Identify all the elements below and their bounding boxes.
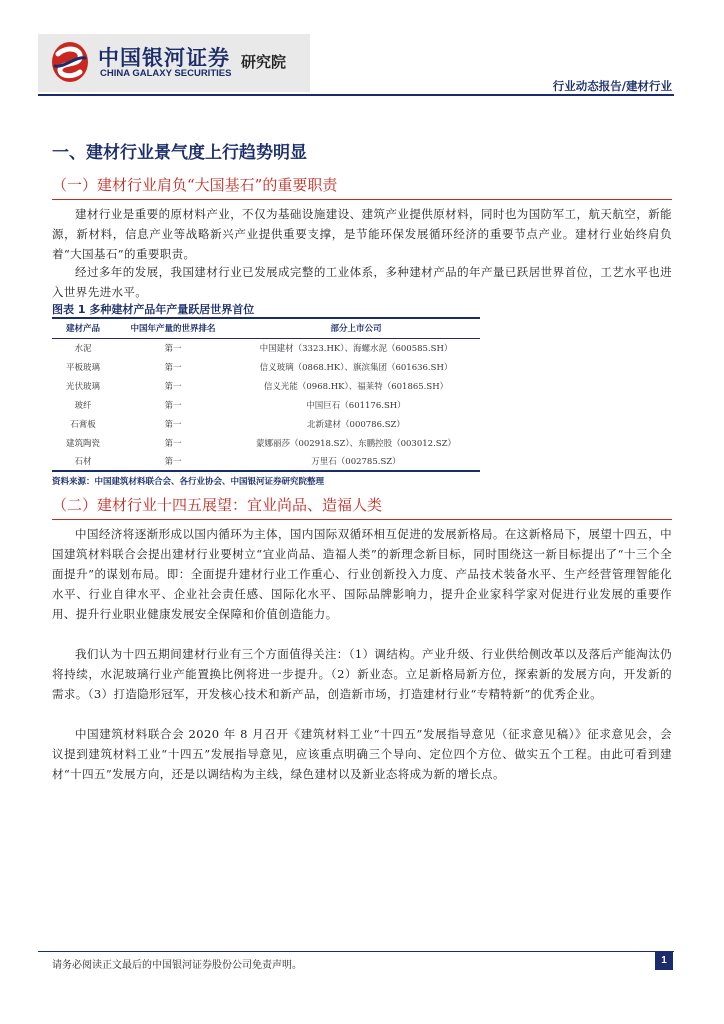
table-cell: 第一: [114, 452, 232, 471]
galaxy-logo-icon: [50, 40, 90, 84]
institute-label: 研究院: [241, 53, 287, 71]
figure-title: 图表 1 多种建材产品年产量跃居世界首位: [52, 303, 255, 316]
table-row: [52, 414, 480, 433]
table-cell: 中国巨石（601176.SH）: [306, 400, 406, 411]
table-row: [52, 376, 480, 395]
table-cell: 第一: [164, 381, 182, 392]
section-title: 一、建材行业景气度上行趋势明显: [52, 143, 307, 163]
column-header: 部分上市公司: [232, 318, 480, 338]
table-header-row: [52, 318, 480, 338]
table-cell: 第一: [164, 362, 182, 373]
figure-source-note: 资料来源：中国建筑材料联合会、各行业协会、中国银河证券研究院整理: [52, 477, 325, 487]
table-cell: 石膏板: [70, 419, 96, 430]
paragraph-1: 建材行业是重要的原材料产业，不仅为基础设施建设、建筑产业提供原材料，同时也为国防军工，航天航空，新能源，新材料，信息产业等战略新兴产业提供重要支撑，是节能环保发展循环经济的重要节点产业。建材行业始终肩负着“大国基石”的重要职责。: [52, 207, 672, 261]
report-type-label: 行业动态报告/建材行业: [552, 79, 672, 93]
table-cell: 第一: [164, 343, 182, 354]
table-cell: 水泥: [74, 343, 92, 354]
table-row: [52, 338, 480, 357]
paragraph-3: 中国经济将逐渐形成以国内循环为主体，国内国际双循环相互促进的发展新格局。在这新格局下，展望十四五，中国建筑材料联合会提出建材行业要树立“宜业尚品、造福人类”的新理念新目标，同时围绕这一新目标提出了“十三个全面提升”的谋划布局。即：全面提升建材行业工作重心、行业创新投入力度、产品技术装备水平、生产经营管理智能化水平、行业自律水平、企业社会责任感、国际化水平、国际品牌影响力，提升企业家科学家对促进行业发展的重要作用、提升行业职业健康发展安全保障和价值创造能力。: [52, 527, 672, 621]
column-header: 中国年产量的世界排名: [114, 318, 232, 338]
table-cell: 第一: [164, 438, 182, 449]
table-cell: 万里石（002785.SZ）: [232, 452, 480, 471]
table-cell: 北新建材（000786.SZ）: [307, 419, 405, 430]
table-row: [52, 433, 480, 452]
paragraph-5: 中国建筑材料联合会 2020 年 8 月召开《建筑材料工业“十四五”发展指导意见（征求意见稿）》征求意见会，会议提到建筑材料工业“十四五”发展指导意见，应该重点明确三个导向、定位四个方位、做实五个工程。由此可看到建材“十四五”发展方向，还是以调结构为主线，绿色建材以及新业态将成为新的增长点。: [52, 727, 672, 781]
subsection-title-2: （二）建材行业十四五展望：宜业尚品、造福人类: [52, 494, 672, 520]
paragraph-2: 经过多年的发展，我国建材行业已发展成完整的工业体系，多种建材产品的年产量已跃居世界首位，工艺水平也进入世界先进水平。: [52, 265, 672, 299]
table-cell: 第一: [164, 419, 182, 430]
table-cell: 中国建材（3323.HK）、海螺水泥（600585.SH）: [259, 343, 453, 354]
subsection-title-1: （一）建材行业肩负“大国基石”的重要职责: [52, 174, 672, 200]
table-cell: 第一: [164, 400, 182, 411]
table-cell: 玻纤: [74, 400, 92, 411]
table-row: [52, 395, 480, 414]
disclaimer-text: 请务必阅读正文最后的中国银河证券股份公司免责声明。: [52, 960, 302, 971]
table-cell: 蒙娜丽莎（002918.SZ）、东鹏控股（003012.SZ）: [255, 438, 456, 449]
column-header: 建材产品: [52, 318, 114, 338]
paragraph-4: 我们认为十四五期间建材行业有三个方面值得关注：（1）调结构。产业升级、行业供给侧改革以及落后产能淘汰仍将持续，水泥玻璃行业产能置换比例将进一步提升。（2）新业态。立足新格局新方位，探索新的发展方向，开发新的需求。（3）打造隐形冠军，开发核心技术和新产品，创造新市场，打造建材行业“专精特新”的优秀企业。: [52, 647, 672, 701]
table-cell: 信义玻璃（0868.HK）、旗滨集团（601636.SH）: [259, 362, 453, 373]
page-header: [0, 0, 724, 100]
table-cell: 信义光能（0968.HK）、福莱特（601865.SH）: [263, 381, 449, 392]
products-ranking-table: [52, 317, 480, 472]
logo-english-name: CHINA GALAXY SECURITIES: [100, 68, 232, 79]
table-cell: 建筑陶瓷: [65, 438, 100, 449]
table-row: [52, 357, 480, 376]
logo-chinese-name: 中国银河证券: [98, 46, 230, 70]
table-row: [52, 452, 480, 471]
company-logo: [38, 34, 310, 92]
table-cell: 光伏玻璃: [65, 381, 100, 392]
page-number: 1: [655, 952, 673, 970]
header-divider: [38, 94, 674, 96]
footer-divider: [38, 951, 674, 952]
table-cell: 石材: [52, 452, 114, 471]
table-cell: 平板玻璃: [65, 362, 100, 373]
